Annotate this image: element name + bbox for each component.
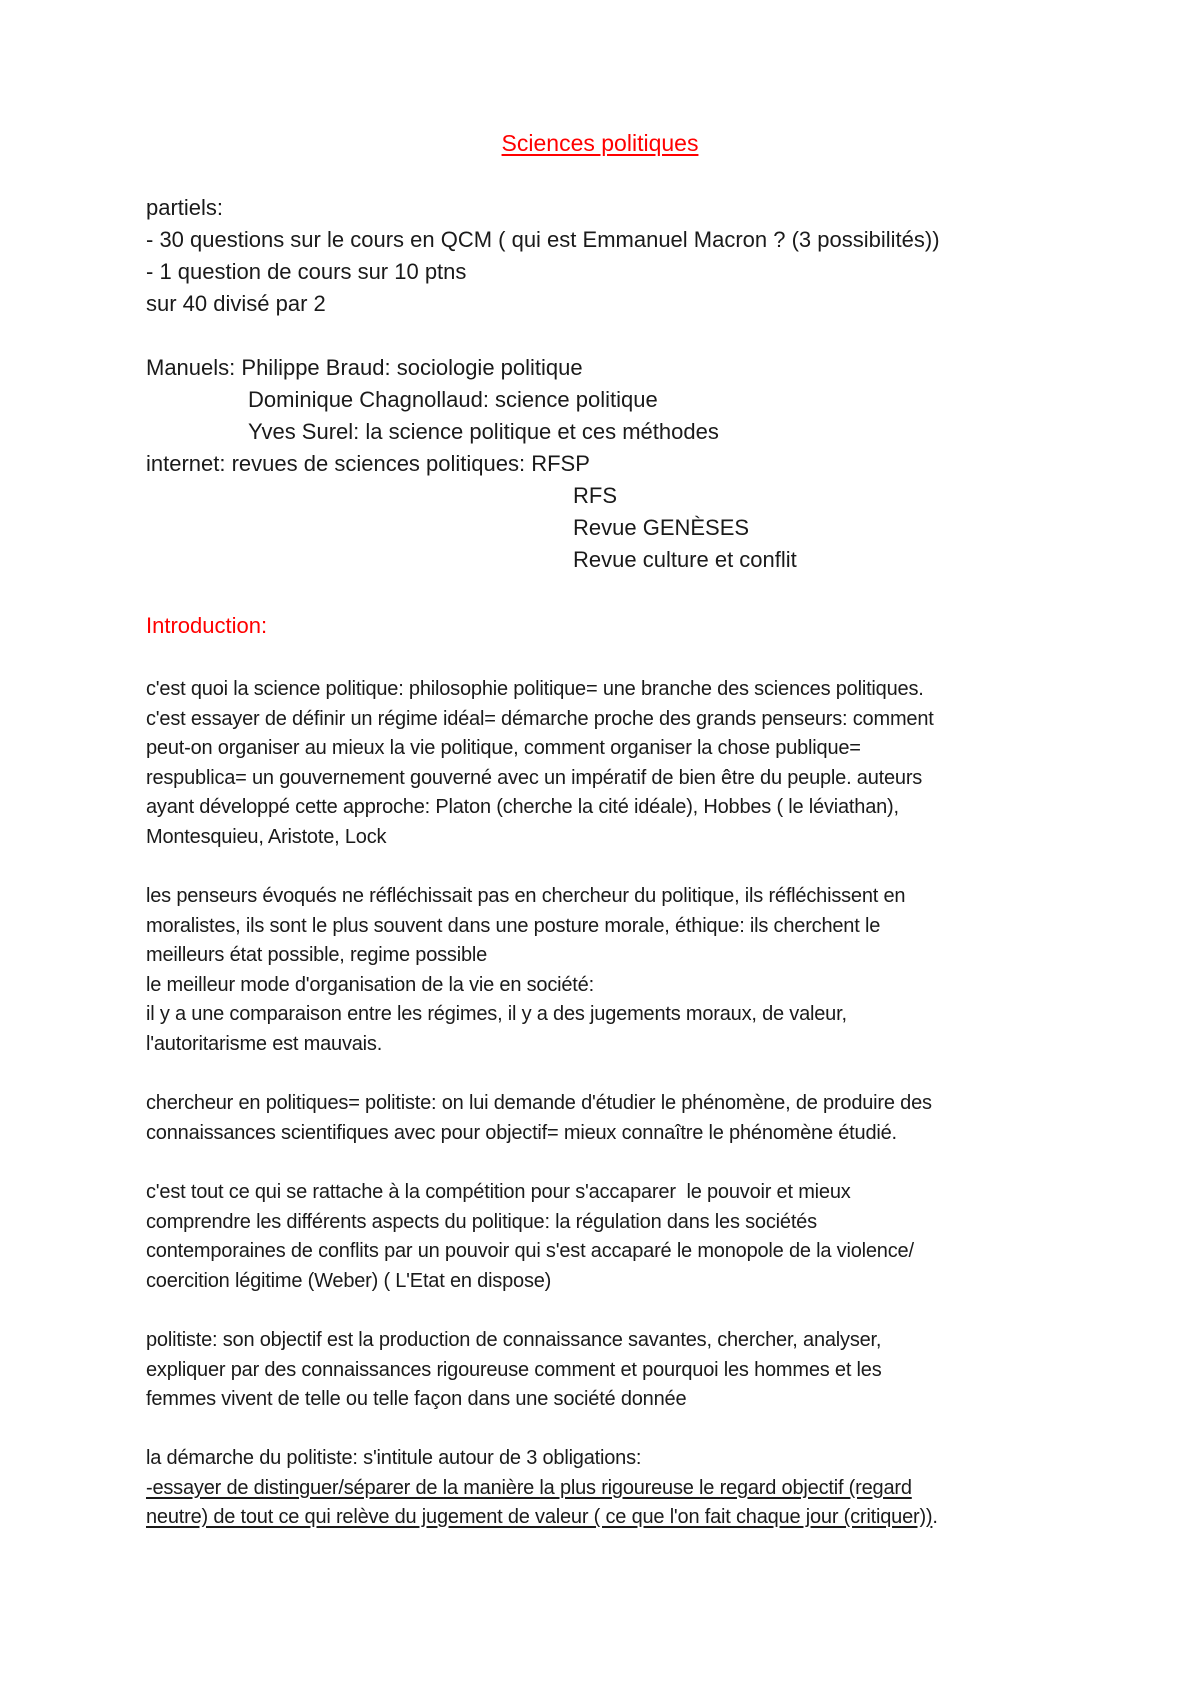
paragraph-line: la démarche du politiste: s'intitule autour de 3 obligations:: [146, 1447, 642, 1469]
manuals-label: Manuels:: [146, 355, 242, 380]
paragraph: [146, 675, 1076, 852]
review-entry: Revue GENÈSES: [573, 515, 750, 540]
paragraph-line: peut-on organiser au mieux la vie politique, comment organiser la chose publique=: [146, 737, 861, 759]
manual-entry: Yves Surel: la science politique et ces méthodes: [248, 419, 719, 444]
paragraph-line: meilleurs état possible, regime possible: [146, 944, 488, 966]
paragraph-line: chercheur en politiques= politiste: on lui demande d'étudier le phénomène, de produire des: [146, 1092, 932, 1114]
paragraph: [146, 1444, 1076, 1533]
manual-entry: Philippe Braud: sociologie politique: [241, 355, 583, 380]
paragraph-line: expliquer par des connaissances rigoureuse comment et pourquoi les hommes et les: [146, 1358, 882, 1381]
paragraph-line: Montesquieu, Aristote, Lock: [146, 825, 387, 848]
paragraph: [146, 1326, 1076, 1415]
manuals-line: [146, 353, 583, 383]
paragraph-line: c'est quoi la science politique: philosophie politique= une branche des sciences politiques.: [146, 678, 924, 700]
manual-entry: Dominique Chagnollaud: science politique: [248, 387, 658, 412]
paragraph: [146, 1089, 1076, 1148]
paragraph-line: les penseurs évoqués ne réfléchissait pas en chercheur du politique, ils réfléchissent en: [146, 885, 906, 907]
paragraph-line: c'est tout ce qui se rattache à la compétition pour s'accaparer le pouvoir et mieux: [146, 1181, 851, 1203]
paragraph-line: coercition légitime (Weber) ( L'Etat en dispose): [146, 1269, 552, 1292]
introduction-heading: Introduction:: [146, 613, 268, 638]
paragraph-line: il y a une comparaison entre les régimes, il y a des jugements moraux, de valeur,: [146, 1003, 847, 1025]
internet-line: [146, 449, 590, 479]
paragraph-line: contemporaines de conflits par un pouvoir qui s'est accaparé le monopole de la violence/: [146, 1240, 914, 1262]
paragraph-line: ayant développé cette approche: Platon (cherche la cité idéale), Hobbes ( le léviathan),: [146, 796, 899, 818]
paragraph-line: respublica= un gouvernement gouverné avec un impératif de bien être du peuple. auteurs: [146, 766, 923, 789]
paragraph-line: l'autoritarisme est mauvais.: [146, 1032, 383, 1055]
review-entry: Revue culture et conflit: [573, 547, 797, 572]
paragraph-line: le meilleur mode d'organisation de la vie en société:: [146, 973, 594, 996]
paragraph-line: comprendre les différents aspects du politique: la régulation dans les sociétés: [146, 1210, 817, 1233]
exam-item: - 1 question de cours sur 10 ptns: [146, 259, 467, 284]
underlined-end: .: [932, 1506, 938, 1528]
page-title: Sciences politiques: [501, 130, 699, 156]
exam-item: - 30 questions sur le cours en QCM ( qui est Emmanuel Macron ? (3 possibilités)): [146, 227, 940, 252]
paragraph-line: connaissances scientifiques avec pour objectif= mieux connaître le phénomène étudié.: [146, 1121, 897, 1144]
internet-label: internet: revues de sciences politiques:: [146, 451, 532, 476]
underlined-line: -essayer de distinguer/séparer de la manière la plus rigoureuse le regard objectif (regard: [146, 1476, 912, 1499]
review-entry: RFS: [573, 483, 617, 508]
review-entry: RFSP: [531, 451, 590, 476]
paragraph: [146, 882, 1076, 1059]
paragraph-line: c'est essayer de définir un régime idéal= démarche proche des grands penseurs: comment: [146, 707, 934, 730]
paragraph-line: femmes vivent de telle ou telle façon dans une société donnée: [146, 1388, 687, 1410]
paragraph: [146, 1178, 1076, 1296]
underlined-line-wrap: [146, 1503, 1076, 1533]
paragraph-line: politiste: son objectif est la production de connaissance savantes, chercher, analyser,: [146, 1329, 882, 1351]
paragraph-line: moralistes, ils sont le plus souvent dans une posture morale, éthique: ils cherchent le: [146, 914, 881, 937]
exam-heading: partiels:: [146, 195, 224, 220]
underlined-text: neutre) de tout ce qui relève du jugement de valeur ( ce que l'on fait chaque jour (critiquer)): [146, 1506, 933, 1528]
exam-item: sur 40 divisé par 2: [146, 291, 326, 316]
